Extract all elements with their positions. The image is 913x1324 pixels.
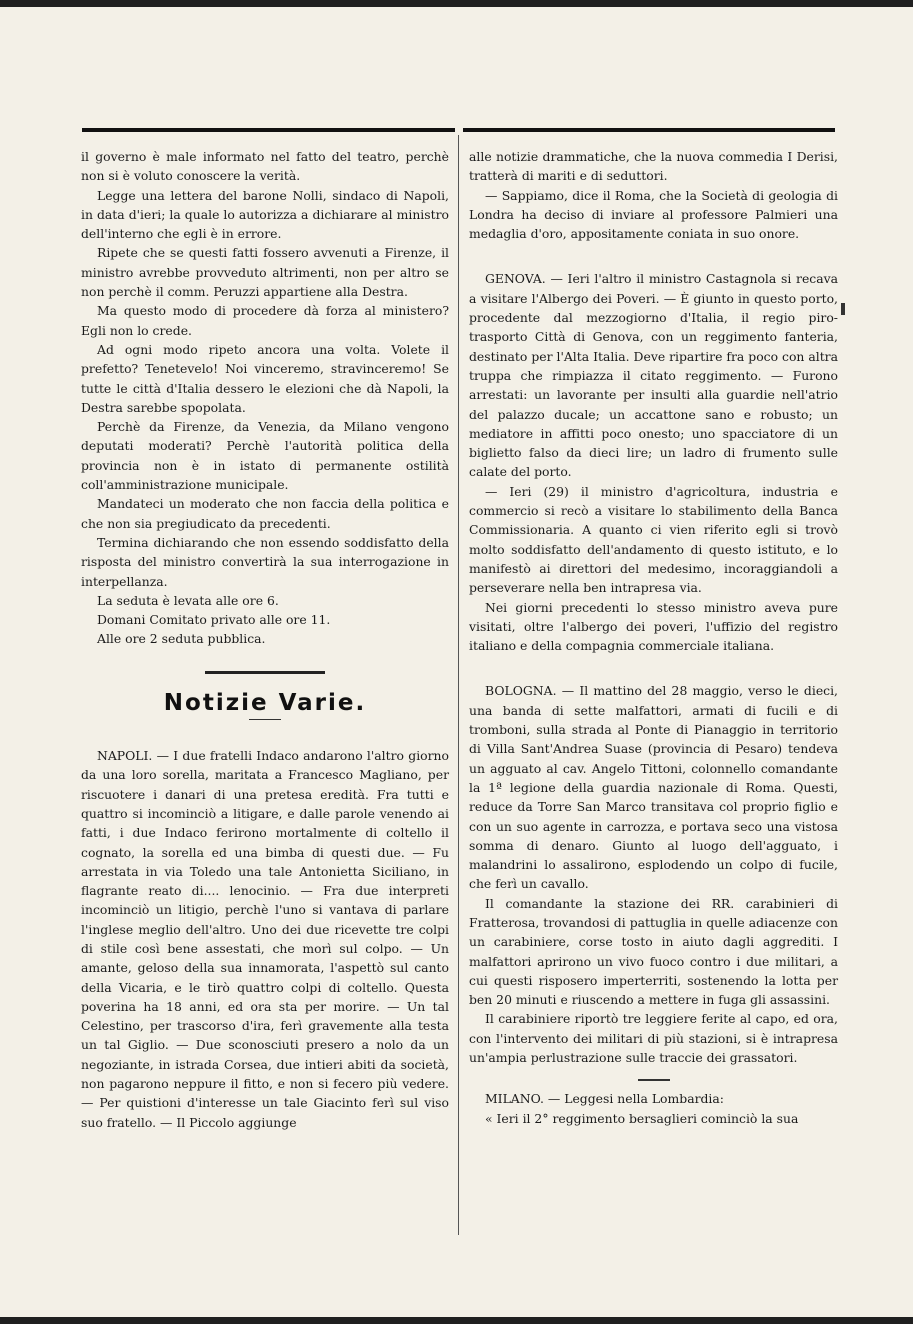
- paragraph: Alle ore 2 seduta pubblica.: [97, 631, 266, 647]
- left-column: [81, 147, 449, 1132]
- top-rule-right: [463, 128, 835, 132]
- section-ornament: [205, 671, 325, 674]
- paragraph: Ad ogni modo ripeto ancora una volta. Volete il prefetto? Tenetevelo! Noi vinceremo, stravinceremo! Se tutte le città d'Italia dessero le elezioni che dà Napoli, la Destra sarebbe spopolata.: [81, 341, 449, 415]
- paragraph: — Sappiamo, dice il Roma, che la Società di geologia di Londra ha deciso di inviare al professore Palmieri una medaglia d'oro, appositamente coniata in suo onore.: [469, 187, 838, 242]
- newspaper-page: [0, 7, 913, 1317]
- paragraph: Ripete che se questi fatti fossero avvenuti a Firenze, il ministro avrebbe provveduto altrimenti, non per altro se non perchè il comm. Peruzzi appartiene alla Destra.: [81, 245, 449, 300]
- bologna-article: BOLOGNA. — Il mattino del 28 maggio, verso le dieci, una banda di sette malfattori, armati di fucili e di tromboni, sulla strada al Ponte di Pianaggio in territorio di Villa Sant'Andrea Suase (provincia di Pesaro) tendeva un agguato al cav. Angelo Tittoni, colonnello comandante la 1ª legione della guardia nazionale di Roma. Questi, reduce da Torre San Marco transitava col proprio figlio e con un suo agente in carrozza, e portava seco una vistosa somma di denaro. Giunto al luogo dell'agguato, i malandrini lo assalirono, esplodendo un colpo di fucile, che ferì un cavallo.: [469, 683, 838, 892]
- paragraph: Il carabiniere riportò tre leggiere ferite al capo, ed ora, con l'intervento dei militari di più stazioni, si è intrapresa un'ampia perlustrazione sulle traccie dei grassatori.: [469, 1011, 838, 1066]
- paragraph: alle notizie drammatiche, che la nuova commedia I Derisi, tratterà di mariti e di seduttori.: [469, 149, 838, 184]
- paragraph: Ma questo modo di procedere dà forza al ministero? Egli non lo crede.: [81, 303, 449, 338]
- paragraph: Il comandante la stazione dei RR. carabinieri di Fratterosa, trovandosi di pattuglia in quelle adiacenze con un carabiniere, corse tosto in aiuto dagli aggrediti. I malfattori aprirono un vivo fuoco contro i due militari, a cui questi risposero imperterriti, sostenendo la lotta per ben 20 minuti e riuscendo a mettere in fuga gli assassini.: [469, 895, 838, 1008]
- paragraph: « Ieri il 2° reggimento bersaglieri cominciò la sua: [485, 1110, 799, 1126]
- paragraph: Domani Comitato privato alle ore 11.: [97, 612, 331, 628]
- section-heading: Notizie Varie.: [163, 689, 367, 716]
- paragraph: Nei giorni precedenti lo stesso ministro aveva pure visitati, oltre l'albergo dei poveri, l'uffizio del registro italiano e della compagnia commerciale italiana.: [469, 599, 838, 654]
- paragraph: La seduta è levata alle ore 6.: [97, 592, 279, 608]
- paragraph: — Ieri (29) il ministro d'agricoltura, industria e commercio si recò a visitare lo stabilimento della Banca Commissionaria. A quanto ci vien riferito egli si trovò molto soddisfatto dell'andamento di questo istituto, e lo manifestò ai direttori del medesimo, incoraggiandoli a perseverare nella ben intrapresa via.: [469, 483, 838, 596]
- genova-article: GENOVA. — Ieri l'altro il ministro Castagnola si recava a visitare l'Albergo dei Poveri. — È giunto in questo porto, procedente dal mezzogiorno d'Italia, il regio piro-trasporto Città di Genova, con un reggimento fanteria, destinato per l'Alta Italia. Deve ripartire fra poco con altra truppa che rimpiazza il citato reggimento. — Furono arrestati: un lavorante per insulti alla guardie nell'atrio del palazzo ducale; un accattone sano e robusto; un mediatore in affitti poco onesto; uno spacciatore di un biglietto falso da dieci lire; un ladro di frumento sulle calate del porto.: [469, 271, 838, 480]
- paragraph: Legge una lettera del barone Nolli, sindaco di Napoli, in data d'ieri; la quale lo autorizza a dichiarare al ministro dell'interno che egli è in errore.: [81, 187, 449, 242]
- column-divider: [458, 135, 459, 1235]
- paragraph: Mandateci un moderato che non faccia della politica e che non sia pregiudicato da precedenti.: [81, 496, 449, 531]
- right-column: [469, 147, 838, 1128]
- article-separator: [638, 1079, 670, 1081]
- paragraph: Termina dichiarando che non essendo soddisfatto della risposta del ministro convertirà la sua interrogazione in interpellanza.: [81, 534, 449, 589]
- paragraph: il governo è male informato nel fatto del teatro, perchè non si è voluto conoscere la verità.: [81, 149, 449, 184]
- top-rule-left: [82, 128, 455, 132]
- margin-mark: [841, 303, 845, 315]
- paragraph: Perchè da Firenze, da Venezia, da Milano vengono deputati moderati? Perchè l'autorità politica della provincia non è in istato di permanente ostilità coll'amministrazione municipale.: [81, 419, 449, 493]
- milano-article: MILANO. — Leggesi nella Lombardia:: [485, 1091, 724, 1107]
- heading-rule: [249, 719, 281, 720]
- napoli-article: NAPOLI. — I due fratelli Indaco andarono l'altro giorno da una loro sorella, maritata a Francesco Magliano, per riscuotere i danari di una pretesa eredità. Fra tutti e quattro si incominciò a litigare, e dalle parole venendo ai fatti, i due Indaco ferirono mortalmente di coltello il cognato, la sorella ed una bimba di questi due. — Fu arrestata in via Toledo una tale Antonietta Siciliano, in flagrante reato di.... lenocinio. — Fra due interpreti incominciò un litigio, perchè l'uno si vantava di parlare l'inglese meglio dell'altro. Uno dei due ricevette tre colpi di stile così bene assestati, che morì sul colpo. — Un amante, geloso della sua innamorata, l'aspettò sul canto della Vicaria, e le tirò quattro colpi di coltello. Questa poverina ha 18 anni, ed ora sta per morire. — Un tal Celestino, per trascorso d'ira, ferì gravemente alla testa un tal Giglio. — Due sconosciuti presero a nolo da un negoziante, in istrada Corsea, due intieri abiti da società, non pagarono neppure il fitto, e non si fecero più vedere. — Per quistioni d'interesse un tale Giacinto ferì sul viso suo fratello. — Il Piccolo aggiunge: [81, 748, 449, 1130]
